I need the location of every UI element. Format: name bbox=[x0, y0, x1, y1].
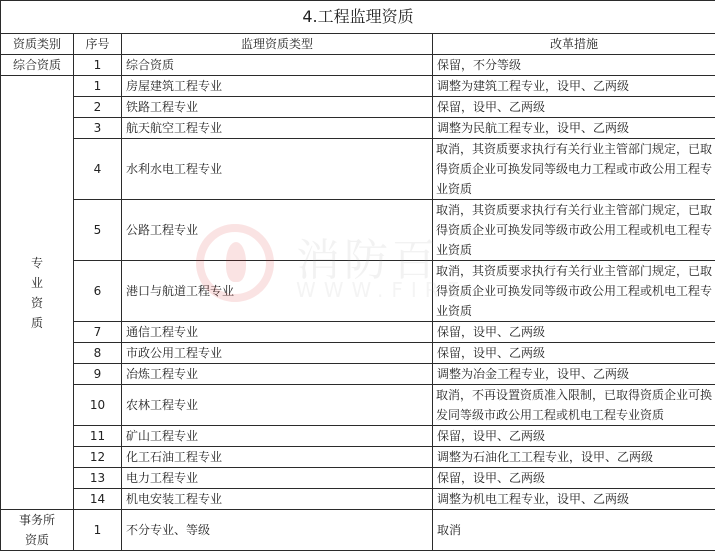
cell-type: 公路工程专业 bbox=[122, 200, 433, 261]
cell-no: 10 bbox=[74, 385, 122, 426]
cell-measure: 取消，不再设置资质准入限制，已取得资质企业可换发同等级市政公用工程或机电工程专业资质 bbox=[433, 385, 715, 426]
cell-type: 农林工程专业 bbox=[122, 385, 433, 426]
table-row bbox=[1, 139, 715, 200]
cell-category: 综合资质 bbox=[1, 55, 74, 76]
header-no: 序号 bbox=[74, 34, 122, 55]
cell-type: 市政公用工程专业 bbox=[122, 343, 433, 364]
cell-measure: 保留，设甲、乙两级 bbox=[433, 322, 715, 343]
table-row bbox=[1, 97, 715, 118]
table-row bbox=[1, 200, 715, 261]
table-row bbox=[1, 489, 715, 510]
cell-type: 机电安装工程专业 bbox=[122, 489, 433, 510]
cell-type: 通信工程专业 bbox=[122, 322, 433, 343]
cell-no: 8 bbox=[74, 343, 122, 364]
watermark-subtext: WWW.FIRE bbox=[296, 278, 467, 302]
cell-measure: 取消 bbox=[433, 510, 715, 551]
header-type: 监理资质类型 bbox=[122, 34, 433, 55]
cell-measure: 调整为民航工程专业，设甲、乙两级 bbox=[433, 118, 715, 139]
cell-no: 2 bbox=[74, 97, 122, 118]
cell-type: 综合资质 bbox=[122, 55, 433, 76]
table-row bbox=[1, 510, 715, 551]
table-row bbox=[1, 55, 715, 76]
table-row bbox=[1, 426, 715, 447]
cell-measure: 调整为石油化工工程专业，设甲、乙两级 bbox=[433, 447, 715, 468]
cell-measure: 保留，设甲、乙两级 bbox=[433, 426, 715, 447]
cell-measure: 取消，其资质要求执行有关行业主管部门规定，已取得资质企业可换发同等级电力工程或市政公用工程专业资质 bbox=[433, 139, 715, 200]
cell-type: 不分专业、等级 bbox=[122, 510, 433, 551]
cell-no: 11 bbox=[74, 426, 122, 447]
table-row bbox=[1, 261, 715, 322]
cell-type: 航天航空工程专业 bbox=[122, 118, 433, 139]
cell-type: 矿山工程专业 bbox=[122, 426, 433, 447]
cell-type: 水利水电工程专业 bbox=[122, 139, 433, 200]
cell-measure: 保留，设甲、乙两级 bbox=[433, 97, 715, 118]
category-char: 质 bbox=[5, 313, 69, 333]
cell-no: 1 bbox=[74, 76, 122, 97]
category-line: 事务所 bbox=[5, 510, 69, 530]
cell-type: 房屋建筑工程专业 bbox=[122, 76, 433, 97]
cell-measure: 取消，其资质要求执行有关行业主管部门规定，已取得资质企业可换发同等级市政公用工程或机电工程专业资质 bbox=[433, 261, 715, 322]
cell-measure: 调整为建筑工程专业，设甲、乙两级 bbox=[433, 76, 715, 97]
table-row bbox=[1, 364, 715, 385]
cell-type: 港口与航道工程专业 bbox=[122, 261, 433, 322]
cell-measure: 调整为机电工程专业，设甲、乙两级 bbox=[433, 489, 715, 510]
table-row bbox=[1, 118, 715, 139]
table-row bbox=[1, 385, 715, 426]
cell-no: 7 bbox=[74, 322, 122, 343]
category-char: 专 bbox=[5, 253, 69, 273]
cell-no: 5 bbox=[74, 200, 122, 261]
cell-type: 铁路工程专业 bbox=[122, 97, 433, 118]
cell-type: 电力工程专业 bbox=[122, 468, 433, 489]
table-row bbox=[1, 468, 715, 489]
cell-no: 1 bbox=[74, 510, 122, 551]
cell-no: 6 bbox=[74, 261, 122, 322]
table-title: 4.工程监理资质 bbox=[1, 1, 715, 34]
cell-no: 3 bbox=[74, 118, 122, 139]
table-row bbox=[1, 76, 715, 97]
cell-measure: 取消，其资质要求执行有关行业主管部门规定，已取得资质企业可换发同等级市政公用工程或机电工程专业资质 bbox=[433, 200, 715, 261]
table-row bbox=[1, 447, 715, 468]
cell-category-office bbox=[1, 510, 74, 551]
category-char: 业 bbox=[5, 273, 69, 293]
cell-measure: 保留，不分等级 bbox=[433, 55, 715, 76]
header-category: 资质类别 bbox=[1, 34, 74, 55]
cell-measure: 调整为冶金工程专业，设甲、乙两级 bbox=[433, 364, 715, 385]
cell-category-specialty bbox=[1, 76, 74, 510]
category-char: 资 bbox=[5, 293, 69, 313]
cell-measure: 保留，设甲、乙两级 bbox=[433, 343, 715, 364]
cell-no: 1 bbox=[74, 55, 122, 76]
category-line: 资质 bbox=[5, 530, 69, 550]
cell-no: 4 bbox=[74, 139, 122, 200]
cell-no: 12 bbox=[74, 447, 122, 468]
cell-type: 冶炼工程专业 bbox=[122, 364, 433, 385]
table-row bbox=[1, 322, 715, 343]
cell-measure: 保留，设甲、乙两级 bbox=[433, 468, 715, 489]
header-measure: 改革措施 bbox=[433, 34, 715, 55]
cell-type: 化工石油工程专业 bbox=[122, 447, 433, 468]
watermark-text: 消防百 bbox=[296, 224, 440, 288]
cell-no: 14 bbox=[74, 489, 122, 510]
cell-no: 9 bbox=[74, 364, 122, 385]
cell-no: 13 bbox=[74, 468, 122, 489]
table-row bbox=[1, 343, 715, 364]
